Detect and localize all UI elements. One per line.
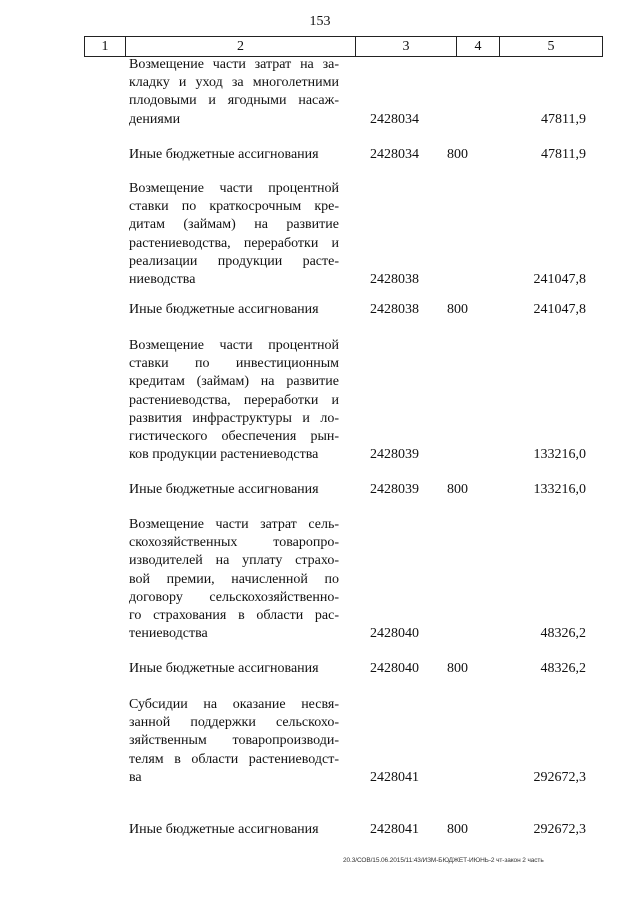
description-line: Иные бюджетные ассигнования [129, 482, 319, 497]
description-line: ва [129, 769, 142, 785]
description-line: плодовыми и ягодными насаж- [129, 93, 339, 109]
description-line: реализации продукции расте- [129, 253, 339, 269]
row-amount: 292672,3 [533, 822, 586, 837]
row-description [129, 56, 339, 129]
row-expense-type: 800 [447, 302, 468, 317]
description-line: кредитам (займам) на развитие [129, 374, 339, 390]
description-line: дениями [129, 111, 181, 127]
row-code: 2428034 [370, 111, 419, 127]
description-line: кладку и уход за многолетними [129, 75, 339, 91]
description-line: гистического обеспечения рын- [129, 429, 339, 445]
description-line: развития инфраструктуры и ло- [129, 410, 339, 426]
row-amount: 241047,8 [533, 272, 586, 287]
row-amount: 47811,9 [541, 147, 586, 162]
row-description [129, 146, 339, 164]
description-line: дитам (займам) на развитие [129, 217, 339, 233]
description-line: ставки по инвестиционным [129, 356, 339, 372]
row-description [129, 660, 339, 678]
description-line: зяйственным товаропроизводи- [129, 733, 339, 749]
row-code: 2428038 [370, 272, 419, 287]
description-line: растениеводства, переработки и [129, 392, 339, 408]
row-amount: 133216,0 [533, 447, 586, 463]
row-description [129, 481, 339, 499]
description-line: Возмещение части затрат на за- [129, 57, 339, 72]
description-line: изводителей на уплату страхо- [129, 553, 339, 569]
description-line: скохозяйственных товаропро- [129, 535, 339, 551]
row-amount: 292672,3 [533, 769, 586, 785]
description-line: вой премии, начисленной по [129, 571, 339, 587]
row-code: 2428039 [370, 482, 419, 497]
description-line: телям в области растениеводст- [129, 751, 339, 767]
row-code: 2428041 [370, 769, 419, 785]
description-line: Иные бюджетные ассигнования [129, 822, 319, 837]
row-amount: 133216,0 [533, 482, 586, 497]
row-expense-type: 800 [447, 147, 468, 162]
document-footer: 20.3/СОВ/15.06.2015/11:43/ИЗМ-БЮДЖЕТ-ИЮНЬ-2 чт-закон 2 часть [343, 857, 544, 864]
column-header-3: 3 [356, 37, 457, 56]
description-line: Возмещение части процентной [129, 181, 339, 196]
row-amount: 48326,2 [540, 626, 586, 642]
description-line: ниеводства [129, 272, 196, 288]
row-description [129, 301, 339, 319]
row-code: 2428039 [370, 447, 419, 463]
column-header-5: 5 [547, 39, 555, 54]
description-line: Возмещение части затрат сель- [129, 517, 339, 532]
column-header-1: 1 [85, 37, 126, 56]
description-line: ков продукции растениеводства [129, 447, 319, 463]
column-header-2: 2 [126, 37, 356, 56]
row-code: 2428038 [370, 302, 419, 317]
description-line: Возмещение части процентной [129, 338, 339, 353]
description-line: тениеводства [129, 626, 208, 642]
description-line: Иные бюджетные ассигнования [129, 661, 319, 676]
row-description [129, 696, 339, 787]
description-line: растениеводства, переработки и [129, 235, 339, 251]
row-description [129, 337, 339, 464]
row-amount: 47811,9 [541, 111, 586, 127]
row-description [129, 516, 339, 643]
row-amount: 48326,2 [540, 661, 586, 676]
description-line: занной поддержки сельскохо- [129, 715, 339, 731]
column-header-4: 4 [457, 37, 500, 56]
row-code: 2428034 [370, 147, 419, 162]
description-line: Иные бюджетные ассигнования [129, 147, 319, 162]
description-line: Иные бюджетные ассигнования [129, 302, 319, 317]
row-amount: 241047,8 [533, 302, 586, 317]
row-description [129, 180, 339, 289]
row-code: 2428041 [370, 822, 419, 837]
table-header [84, 36, 603, 57]
row-expense-type: 800 [447, 822, 468, 837]
description-line: го страхования в области рас- [129, 608, 339, 624]
row-code: 2428040 [370, 626, 419, 642]
description-line: договору сельскохозяйственно- [129, 589, 339, 605]
page-number: 153 [309, 14, 331, 29]
row-code: 2428040 [370, 661, 419, 676]
row-description [129, 821, 339, 839]
row-expense-type: 800 [447, 661, 468, 676]
row-expense-type: 800 [447, 482, 468, 497]
description-line: ставки по краткосрочным кре- [129, 199, 339, 215]
description-line: Субсидии на оказание несвя- [129, 697, 339, 712]
